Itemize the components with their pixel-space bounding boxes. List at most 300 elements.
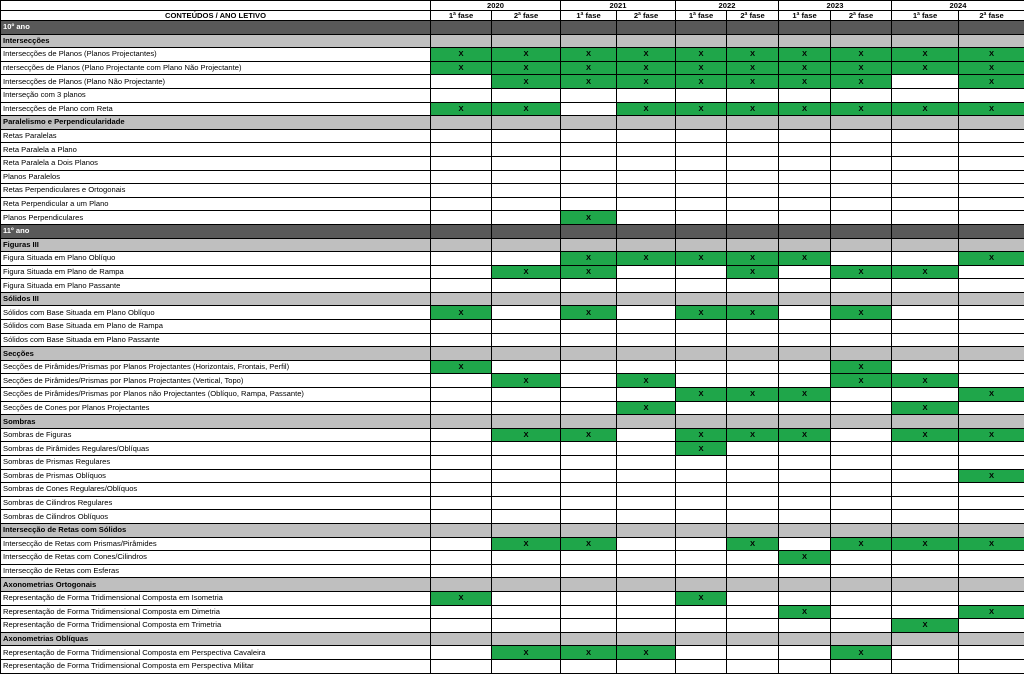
content-label: Intersecção de Retas com Esferas — [1, 564, 431, 578]
group-fill-cell — [617, 21, 676, 35]
mark-cell-x: X — [727, 102, 779, 116]
empty-cell — [492, 88, 561, 102]
empty-cell — [492, 442, 561, 456]
empty-cell — [779, 211, 831, 225]
empty-cell — [727, 469, 779, 483]
empty-cell — [959, 265, 1024, 279]
group-fill-cell — [617, 632, 676, 646]
group-fill-cell — [431, 238, 492, 252]
empty-cell — [676, 320, 727, 334]
empty-cell — [892, 496, 959, 510]
mark-cell-x: X — [492, 102, 561, 116]
table-row — [1, 156, 1024, 170]
mark-cell-x: X — [431, 306, 492, 320]
mark-cell-x: X — [779, 551, 831, 565]
phase-header: 2ª fase — [727, 11, 779, 21]
empty-cell — [431, 156, 492, 170]
group-fill-cell — [727, 415, 779, 429]
group-fill-cell — [676, 632, 727, 646]
empty-cell — [779, 483, 831, 497]
empty-cell — [831, 184, 892, 198]
section-header-row — [1, 347, 1024, 361]
empty-cell — [676, 129, 727, 143]
group-fill-cell — [831, 34, 892, 48]
group-fill-cell — [617, 347, 676, 361]
empty-cell — [779, 170, 831, 184]
group-fill-cell — [892, 21, 959, 35]
empty-cell — [617, 619, 676, 633]
mark-cell-x: X — [892, 61, 959, 75]
content-label: Intersecção de Retas com Cones/Cilindros — [1, 551, 431, 565]
content-label: ntersecções de Planos (Plano Projectante com Plano Não Projectante) — [1, 61, 431, 75]
empty-cell — [727, 279, 779, 293]
group-fill-cell — [561, 292, 617, 306]
empty-cell — [561, 659, 617, 673]
group-fill-cell — [431, 415, 492, 429]
empty-cell — [431, 646, 492, 660]
mark-cell-x: X — [676, 48, 727, 62]
empty-cell — [892, 211, 959, 225]
section-label: Sólidos III — [1, 292, 431, 306]
group-fill-cell — [492, 116, 561, 130]
group-fill-cell — [831, 238, 892, 252]
empty-cell — [727, 320, 779, 334]
empty-cell — [617, 156, 676, 170]
empty-cell — [617, 143, 676, 157]
empty-cell — [431, 659, 492, 673]
content-label: Representação de Forma Tridimensional Composta em Perspectiva Militar — [1, 659, 431, 673]
mark-cell-x: X — [492, 75, 561, 89]
empty-cell — [561, 279, 617, 293]
empty-cell — [959, 129, 1024, 143]
empty-cell — [831, 279, 892, 293]
empty-cell — [492, 184, 561, 198]
empty-cell — [492, 197, 561, 211]
group-fill-cell — [492, 292, 561, 306]
empty-cell — [561, 143, 617, 157]
table-row — [1, 564, 1024, 578]
mark-cell-x: X — [831, 265, 892, 279]
empty-cell — [676, 510, 727, 524]
group-fill-cell — [959, 523, 1024, 537]
mark-cell-x: X — [431, 48, 492, 62]
empty-cell — [779, 469, 831, 483]
group-fill-cell — [959, 415, 1024, 429]
group-fill-cell — [959, 632, 1024, 646]
empty-cell — [779, 306, 831, 320]
group-fill-cell — [431, 34, 492, 48]
mark-cell-x: X — [676, 306, 727, 320]
content-label: Sólidos com Base Situada em Plano Passante — [1, 333, 431, 347]
content-label: Retas Perpendiculares e Ortogonais — [1, 184, 431, 198]
empty-cell — [431, 374, 492, 388]
empty-cell — [492, 211, 561, 225]
empty-cell — [892, 279, 959, 293]
content-label: Planos Perpendiculares — [1, 211, 431, 225]
group-fill-cell — [431, 224, 492, 238]
group-fill-cell — [617, 224, 676, 238]
empty-cell — [561, 442, 617, 456]
group-fill-cell — [892, 523, 959, 537]
empty-cell — [492, 551, 561, 565]
empty-cell — [561, 619, 617, 633]
empty-cell — [892, 170, 959, 184]
empty-cell — [492, 456, 561, 470]
group-fill-cell — [779, 523, 831, 537]
empty-cell — [959, 401, 1024, 415]
mark-cell-x: X — [727, 428, 779, 442]
empty-cell — [617, 591, 676, 605]
group-fill-cell — [831, 632, 892, 646]
empty-cell — [831, 456, 892, 470]
table-row — [1, 61, 1024, 75]
empty-cell — [959, 496, 1024, 510]
table-row — [1, 388, 1024, 402]
empty-cell — [892, 564, 959, 578]
group-fill-cell — [831, 292, 892, 306]
group-fill-cell — [831, 347, 892, 361]
mark-cell-x: X — [892, 537, 959, 551]
empty-cell — [431, 197, 492, 211]
empty-cell — [779, 156, 831, 170]
empty-cell — [727, 564, 779, 578]
table-row — [1, 360, 1024, 374]
content-label: Reta Paralela a Plano — [1, 143, 431, 157]
empty-cell — [831, 659, 892, 673]
empty-cell — [431, 605, 492, 619]
empty-cell — [959, 156, 1024, 170]
empty-cell — [959, 564, 1024, 578]
table-row — [1, 469, 1024, 483]
empty-cell — [959, 197, 1024, 211]
mark-cell-x: X — [779, 428, 831, 442]
empty-cell — [617, 483, 676, 497]
empty-cell — [831, 170, 892, 184]
empty-cell — [676, 496, 727, 510]
empty-cell — [431, 442, 492, 456]
mark-cell-x: X — [779, 48, 831, 62]
mark-cell-x: X — [676, 75, 727, 89]
empty-cell — [959, 619, 1024, 633]
empty-cell — [617, 320, 676, 334]
empty-cell — [617, 306, 676, 320]
empty-cell — [492, 279, 561, 293]
group-fill-cell — [959, 116, 1024, 130]
content-label: Representação de Forma Tridimensional Composta em Trimetria — [1, 619, 431, 633]
table-row — [1, 333, 1024, 347]
group-fill-cell — [676, 21, 727, 35]
empty-cell — [431, 551, 492, 565]
section-label: Figuras III — [1, 238, 431, 252]
mark-cell-x: X — [492, 265, 561, 279]
group-fill-cell — [561, 34, 617, 48]
empty-cell — [831, 591, 892, 605]
empty-cell — [431, 75, 492, 89]
empty-cell — [431, 619, 492, 633]
group-fill-cell — [492, 224, 561, 238]
empty-cell — [831, 320, 892, 334]
empty-cell — [892, 129, 959, 143]
empty-cell — [492, 252, 561, 266]
empty-cell — [561, 510, 617, 524]
group-fill-cell — [779, 238, 831, 252]
empty-cell — [779, 265, 831, 279]
empty-cell — [831, 388, 892, 402]
group-fill-cell — [561, 238, 617, 252]
empty-cell — [431, 170, 492, 184]
mark-cell-x: X — [959, 252, 1024, 266]
mark-cell-x: X — [779, 61, 831, 75]
section-header-row — [1, 578, 1024, 592]
empty-cell — [431, 279, 492, 293]
table-row — [1, 211, 1024, 225]
empty-cell — [959, 659, 1024, 673]
group-fill-cell — [727, 578, 779, 592]
group-fill-cell — [779, 632, 831, 646]
empty-cell — [431, 320, 492, 334]
empty-cell — [561, 184, 617, 198]
empty-cell — [779, 279, 831, 293]
empty-cell — [492, 143, 561, 157]
empty-cell — [892, 483, 959, 497]
empty-cell — [431, 129, 492, 143]
mark-cell-x: X — [617, 102, 676, 116]
empty-cell — [676, 551, 727, 565]
mark-cell-x: X — [727, 388, 779, 402]
empty-cell — [431, 456, 492, 470]
empty-cell — [959, 333, 1024, 347]
empty-cell — [431, 483, 492, 497]
group-fill-cell — [676, 523, 727, 537]
empty-cell — [892, 306, 959, 320]
group-fill-cell — [676, 292, 727, 306]
content-label: Representação de Forma Tridimensional Composta em Perspectiva Cavaleira — [1, 646, 431, 660]
empty-cell — [779, 496, 831, 510]
group-fill-cell — [892, 347, 959, 361]
empty-cell — [892, 360, 959, 374]
table-row — [1, 483, 1024, 497]
empty-cell — [892, 591, 959, 605]
empty-cell — [831, 496, 892, 510]
group-fill-cell — [727, 238, 779, 252]
table-row — [1, 619, 1024, 633]
empty-cell — [892, 456, 959, 470]
empty-cell — [831, 469, 892, 483]
mark-cell-x: X — [561, 48, 617, 62]
empty-cell — [492, 605, 561, 619]
empty-cell — [892, 551, 959, 565]
group-fill-cell — [959, 347, 1024, 361]
empty-cell — [831, 197, 892, 211]
group-fill-cell — [779, 347, 831, 361]
empty-cell — [959, 170, 1024, 184]
section-label: Axonometrias Oblíquas — [1, 632, 431, 646]
empty-cell — [959, 279, 1024, 293]
group-fill-cell — [727, 224, 779, 238]
section-label: Paralelismo e Perpendicularidade — [1, 116, 431, 130]
group-fill-cell — [727, 21, 779, 35]
empty-cell — [676, 605, 727, 619]
empty-cell — [617, 537, 676, 551]
empty-cell — [727, 333, 779, 347]
empty-cell — [492, 360, 561, 374]
empty-cell — [617, 388, 676, 402]
empty-cell — [779, 564, 831, 578]
empty-cell — [492, 619, 561, 633]
group-fill-cell — [561, 116, 617, 130]
empty-cell — [561, 483, 617, 497]
table-body — [1, 21, 1024, 674]
table-row — [1, 496, 1024, 510]
mark-cell-x: X — [959, 428, 1024, 442]
empty-cell — [676, 143, 727, 157]
empty-cell — [892, 333, 959, 347]
group-fill-cell — [617, 116, 676, 130]
mark-cell-x: X — [727, 75, 779, 89]
group-fill-cell — [492, 347, 561, 361]
table-row — [1, 129, 1024, 143]
mark-cell-x: X — [831, 102, 892, 116]
group-fill-cell — [831, 415, 892, 429]
empty-cell — [959, 456, 1024, 470]
empty-cell — [959, 646, 1024, 660]
mark-cell-x: X — [779, 102, 831, 116]
content-label: Secções de Pirâmides/Prismas por Planos não Projectantes (Oblíquo, Rampa, Passante) — [1, 388, 431, 402]
group-fill-cell — [617, 34, 676, 48]
mark-cell-x: X — [779, 252, 831, 266]
group-fill-cell — [431, 116, 492, 130]
empty-cell — [727, 483, 779, 497]
empty-cell — [831, 605, 892, 619]
table-row — [1, 442, 1024, 456]
group-fill-cell — [831, 224, 892, 238]
empty-cell — [892, 510, 959, 524]
group-fill-cell — [727, 523, 779, 537]
phase-header: 2ª fase — [617, 11, 676, 21]
table-row — [1, 265, 1024, 279]
group-fill-cell — [892, 34, 959, 48]
content-label: Secções de Cones por Planos Projectantes — [1, 401, 431, 415]
group-fill-cell — [959, 238, 1024, 252]
group-fill-cell — [831, 21, 892, 35]
empty-cell — [892, 143, 959, 157]
phase-header: 2ª fase — [959, 11, 1024, 21]
year-header-2021: 2021 — [561, 1, 676, 11]
mark-cell-x: X — [892, 374, 959, 388]
mark-cell-x: X — [492, 428, 561, 442]
empty-cell — [617, 469, 676, 483]
group-fill-cell — [892, 116, 959, 130]
mark-cell-x: X — [727, 48, 779, 62]
mark-cell-x: X — [492, 374, 561, 388]
phase-header: 1ª fase — [676, 11, 727, 21]
table-row — [1, 75, 1024, 89]
empty-cell — [676, 659, 727, 673]
group-fill-cell — [779, 224, 831, 238]
group-fill-cell — [779, 34, 831, 48]
empty-cell — [561, 102, 617, 116]
empty-cell — [492, 591, 561, 605]
empty-cell — [561, 496, 617, 510]
empty-cell — [727, 170, 779, 184]
empty-cell — [492, 659, 561, 673]
empty-cell — [492, 564, 561, 578]
empty-cell — [959, 184, 1024, 198]
empty-cell — [959, 306, 1024, 320]
mark-cell-x: X — [959, 48, 1024, 62]
section-header-row — [1, 238, 1024, 252]
content-label: Interseção com 3 planos — [1, 88, 431, 102]
empty-cell — [892, 197, 959, 211]
empty-cell — [959, 591, 1024, 605]
table-row — [1, 659, 1024, 673]
content-label: Sombras de Prismas Oblíquos — [1, 469, 431, 483]
empty-cell — [892, 252, 959, 266]
group-fill-cell — [676, 578, 727, 592]
mark-cell-x: X — [561, 428, 617, 442]
group-fill-cell — [892, 238, 959, 252]
empty-cell — [561, 374, 617, 388]
empty-cell — [676, 469, 727, 483]
empty-cell — [676, 537, 727, 551]
empty-cell — [561, 388, 617, 402]
mark-cell-x: X — [676, 61, 727, 75]
empty-cell — [676, 333, 727, 347]
table-row — [1, 48, 1024, 62]
mark-cell-x: X — [617, 374, 676, 388]
group-fill-cell — [831, 523, 892, 537]
empty-cell — [431, 252, 492, 266]
empty-cell — [617, 211, 676, 225]
table-row — [1, 591, 1024, 605]
content-label: Intersecções de Planos (Plano Não Projectante) — [1, 75, 431, 89]
empty-cell — [561, 401, 617, 415]
empty-cell — [431, 510, 492, 524]
empty-cell — [831, 252, 892, 266]
group-fill-cell — [492, 523, 561, 537]
group-fill-cell — [779, 21, 831, 35]
empty-cell — [431, 537, 492, 551]
mark-cell-x: X — [831, 61, 892, 75]
mark-cell-x: X — [779, 605, 831, 619]
mark-cell-x: X — [492, 537, 561, 551]
empty-cell — [676, 156, 727, 170]
content-label: Sombras de Cilindros Oblíquos — [1, 510, 431, 524]
content-label: Intersecções de Planos (Planos Projectantes) — [1, 48, 431, 62]
content-label: Intersecção de Retas com Prismas/Pirâmides — [1, 537, 431, 551]
section-header-row — [1, 34, 1024, 48]
empty-cell — [727, 184, 779, 198]
mark-cell-x: X — [959, 537, 1024, 551]
mark-cell-x: X — [959, 61, 1024, 75]
mark-cell-x: X — [617, 48, 676, 62]
empty-cell — [617, 551, 676, 565]
empty-cell — [959, 442, 1024, 456]
group-fill-cell — [676, 238, 727, 252]
empty-cell — [779, 374, 831, 388]
group-fill-cell — [676, 347, 727, 361]
empty-cell — [676, 211, 727, 225]
mark-cell-x: X — [561, 75, 617, 89]
mark-cell-x: X — [431, 591, 492, 605]
content-label: Representação de Forma Tridimensional Composta em Dimetria — [1, 605, 431, 619]
section-header-row — [1, 415, 1024, 429]
group-fill-cell — [779, 578, 831, 592]
empty-cell — [561, 605, 617, 619]
empty-cell — [492, 483, 561, 497]
table-title: CONTEÚDOS / ANO LETIVO — [1, 11, 431, 21]
content-label: Representação de Forma Tridimensional Composta em Isometria — [1, 591, 431, 605]
